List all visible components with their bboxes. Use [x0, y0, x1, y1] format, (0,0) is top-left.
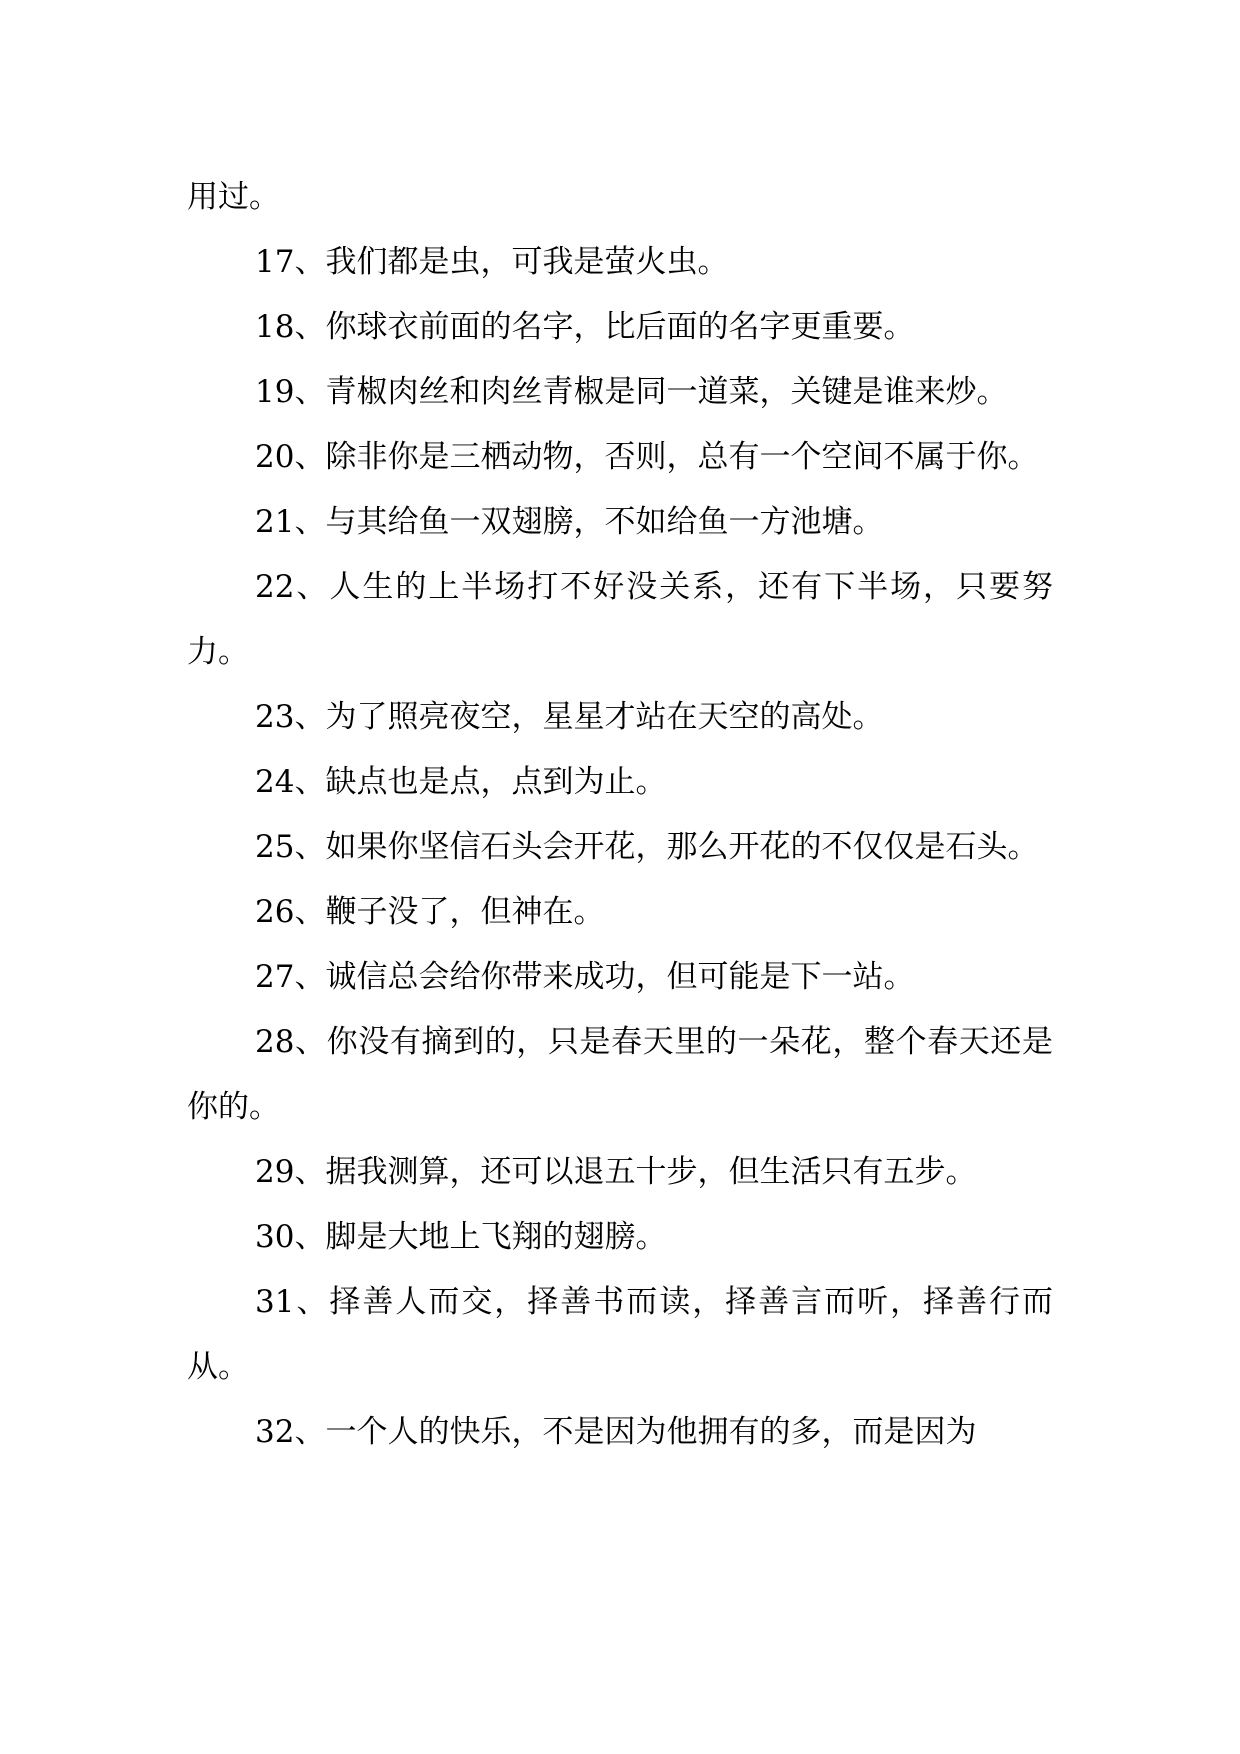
paragraph-26: 26、鞭子没了，但神在。 [255, 894, 605, 930]
paragraph-28: 28、你没有摘到的，只是春天里的一朵花，整个春天还是你的。 [187, 1024, 1053, 1125]
document-body [187, 165, 1053, 1465]
paragraph-21: 21、与其给鱼一双翅膀，不如给鱼一方池塘。 [255, 504, 884, 540]
paragraph-continuation: 用过。 [187, 179, 280, 215]
paragraph-25: 25、如果你坚信石头会开花，那么开花的不仅仅是石头。 [255, 829, 1039, 865]
paragraph-30: 30、脚是大地上飞翔的翅膀。 [255, 1219, 667, 1255]
paragraph-31: 31、择善人而交，择善书而读，择善言而听，择善行而从。 [187, 1284, 1053, 1385]
paragraph-18: 18、你球衣前面的名字，比后面的名字更重要。 [255, 309, 915, 345]
paragraph-29: 29、据我测算，还可以退五十步，但生活只有五步。 [255, 1154, 977, 1190]
paragraph-17: 17、我们都是虫，可我是萤火虫。 [255, 244, 729, 280]
paragraph-27: 27、诚信总会给你带来成功，但可能是下一站。 [255, 959, 915, 995]
paragraph-19: 19、青椒肉丝和肉丝青椒是同一道菜，关键是谁来炒。 [255, 374, 1008, 410]
paragraph-23: 23、为了照亮夜空，星星才站在天空的高处。 [255, 699, 884, 735]
paragraph-32: 32、一个人的快乐，不是因为他拥有的多，而是因为 [255, 1414, 977, 1450]
paragraph-22: 22、人生的上半场打不好没关系，还有下半场，只要努力。 [187, 569, 1053, 670]
paragraph-24: 24、缺点也是点，点到为止。 [255, 764, 667, 800]
paragraph-20: 20、除非你是三栖动物，否则，总有一个空间不属于你。 [255, 439, 1039, 475]
